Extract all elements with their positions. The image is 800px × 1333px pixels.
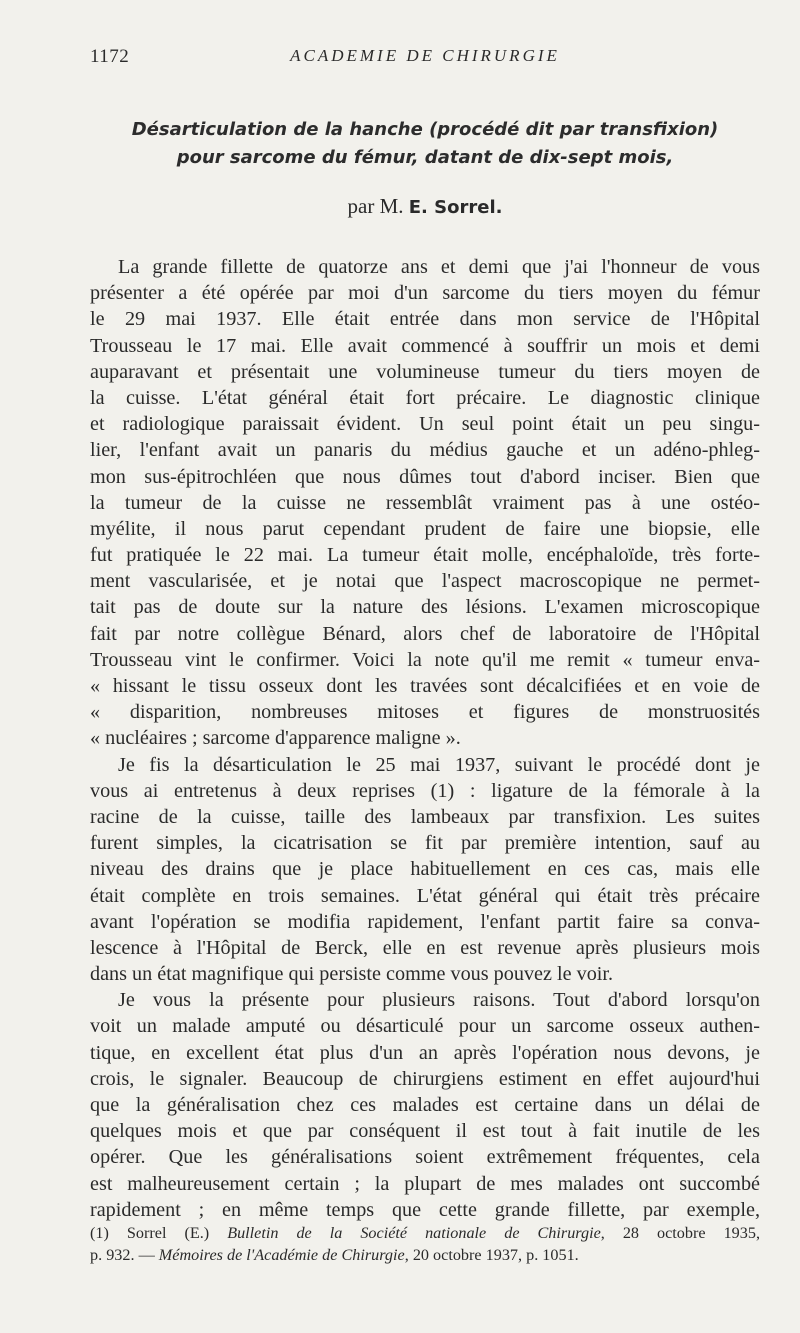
page-number: 1172 [90,46,130,67]
footnote-date: , 20 octobre 1937, p. 1051. [404,1246,579,1264]
text-line: est malheureusement certain ; la plupart de mes malades ont succombé [90,1172,760,1195]
text-line: « nucléaires ; sarcome d'apparence maligne ». [90,727,461,750]
text-line: lescence à l'Hôpital de Berck, elle en est revenue après plusieurs mois [90,936,760,959]
text-line: furent simples, la cicatrisation se fit par première intention, sauf au [90,832,760,855]
running-head [90,46,760,72]
text-line: avant l'opération se modifia rapidement, l'enfant partit faire sa conva- [90,910,760,933]
text-line: auparavant et présentait une volumineuse tumeur du tiers moyen de [90,360,760,383]
text-line: ment vascularisée, et je notai que l'aspect macroscopique ne permet- [90,570,760,593]
article-title [90,116,760,172]
text-line: la tumeur de la cuisse ne ressemblât vraiment pas à une ostéo- [90,491,760,514]
text-line: et radiologique paraissait évident. Un seul point était un peu singu- [90,413,760,436]
journal-title: ACADEMIE DE CHIRURGIE [290,46,560,65]
text-line: « disparition, nombreuses mitoses et figures de monstruosités [90,701,760,724]
text-line: que la généralisation chez ces malades est certaine dans un délai de [90,1094,760,1116]
text-line: tique, en excellent état plus d'un an après l'opération nous devons, je [90,1041,760,1064]
text-line: fut pratiquée le 22 mai. La tumeur était molle, encéphaloïde, très forte- [90,544,760,567]
byline [90,194,760,219]
text-line: quelques mois et que par conséquent il est tout à fait inutile de les [90,1120,760,1143]
footnote-author: (1) Sorrel (E.) [90,1224,228,1242]
text-line: Je fis la désarticulation le 25 mai 1937, suivant le procédé dont je [118,753,760,776]
text-line: racine de la cuisse, taille des lambeaux par transfixion. Les suites [90,805,760,828]
text-line: opérer. Que les généralisations soient extrêmement fréquentes, cela [90,1146,760,1169]
text-line: voit un malade amputé ou désarticulé pour un sarcome osseux authen- [90,1015,760,1038]
text-line: vous ai entretenus à deux reprises (1) : ligature de la fémorale à la [90,779,760,802]
footnote-source: Mémoires de l'Académie de Chirurgie [158,1246,405,1264]
text-line: La grande fillette de quatorze ans et demi que j'ai l'honneur de vous [118,256,760,278]
text-line: la cuisse. L'état général était fort précaire. Le diagnostic clinique [90,386,760,409]
title-line: Désarticulation de la hanche (procédé dit par transfixion) [131,119,719,140]
text-line: le 29 mai 1937. Elle était entrée dans mon service de l'Hôpital [90,308,760,331]
text-line: mon sus-épitrochléen que nous dûmes tout d'abord inciser. Bien que [90,465,760,488]
footnote-source: Bulletin de la Société nationale de Chirurgie [227,1224,601,1242]
text-line: fait par notre collègue Bénard, alors chef de laboratoire de l'Hôpital [90,622,760,645]
text-line: Trousseau le 17 mai. Elle avait commencé à souffrir un mois et demi [90,334,760,357]
text-line: niveau des drains que je place habituellement en ces cas, mais elle [90,858,760,881]
byline-prefix: par M. [347,194,404,218]
text-line: crois, le signaler. Beaucoup de chirurgiens estiment en effet aujourd'hui [90,1067,760,1090]
text-line: dans un état magnifique qui persiste comme vous pouvez le voir. [90,963,614,986]
text-line: lier, l'enfant avait un panaris du médius gauche et un adéno-phleg- [90,439,760,462]
footnote-line [90,1222,760,1244]
text-line: Je vous la présente pour plusieurs raisons. Tout d'abord lorsqu'on [118,989,760,1012]
title-line: pour sarcome du fémur, datant de dix-sept mois, [176,147,674,168]
footnote-page: p. 932. — [90,1246,159,1264]
text-line: « hissant le tissu osseux dont les travées sont décalcifiées et en voie de [90,675,760,697]
text-line: myélite, il nous parut cependant prudent de faire une biopsie, elle [90,517,760,540]
author-name: E. Sorrel. [408,197,503,218]
body-text [90,254,760,1223]
footnote-date: , 28 octobre 1935, [600,1224,760,1242]
text-line: tait pas de doute sur la nature des lésions. L'examen microscopique [90,596,760,619]
footnote-line [90,1244,760,1266]
text-line: rapidement ; en même temps que cette grande fillette, par exemple, [90,1198,760,1221]
text-line: Trousseau vint le confirmer. Voici la note qu'il me remit « tumeur enva- [90,648,760,671]
text-line: était complète en trois semaines. L'état général qui était très précaire [90,884,760,907]
footnote [90,1222,760,1266]
text-line: présenter a été opérée par moi d'un sarcome du tiers moyen du fémur [90,282,760,305]
